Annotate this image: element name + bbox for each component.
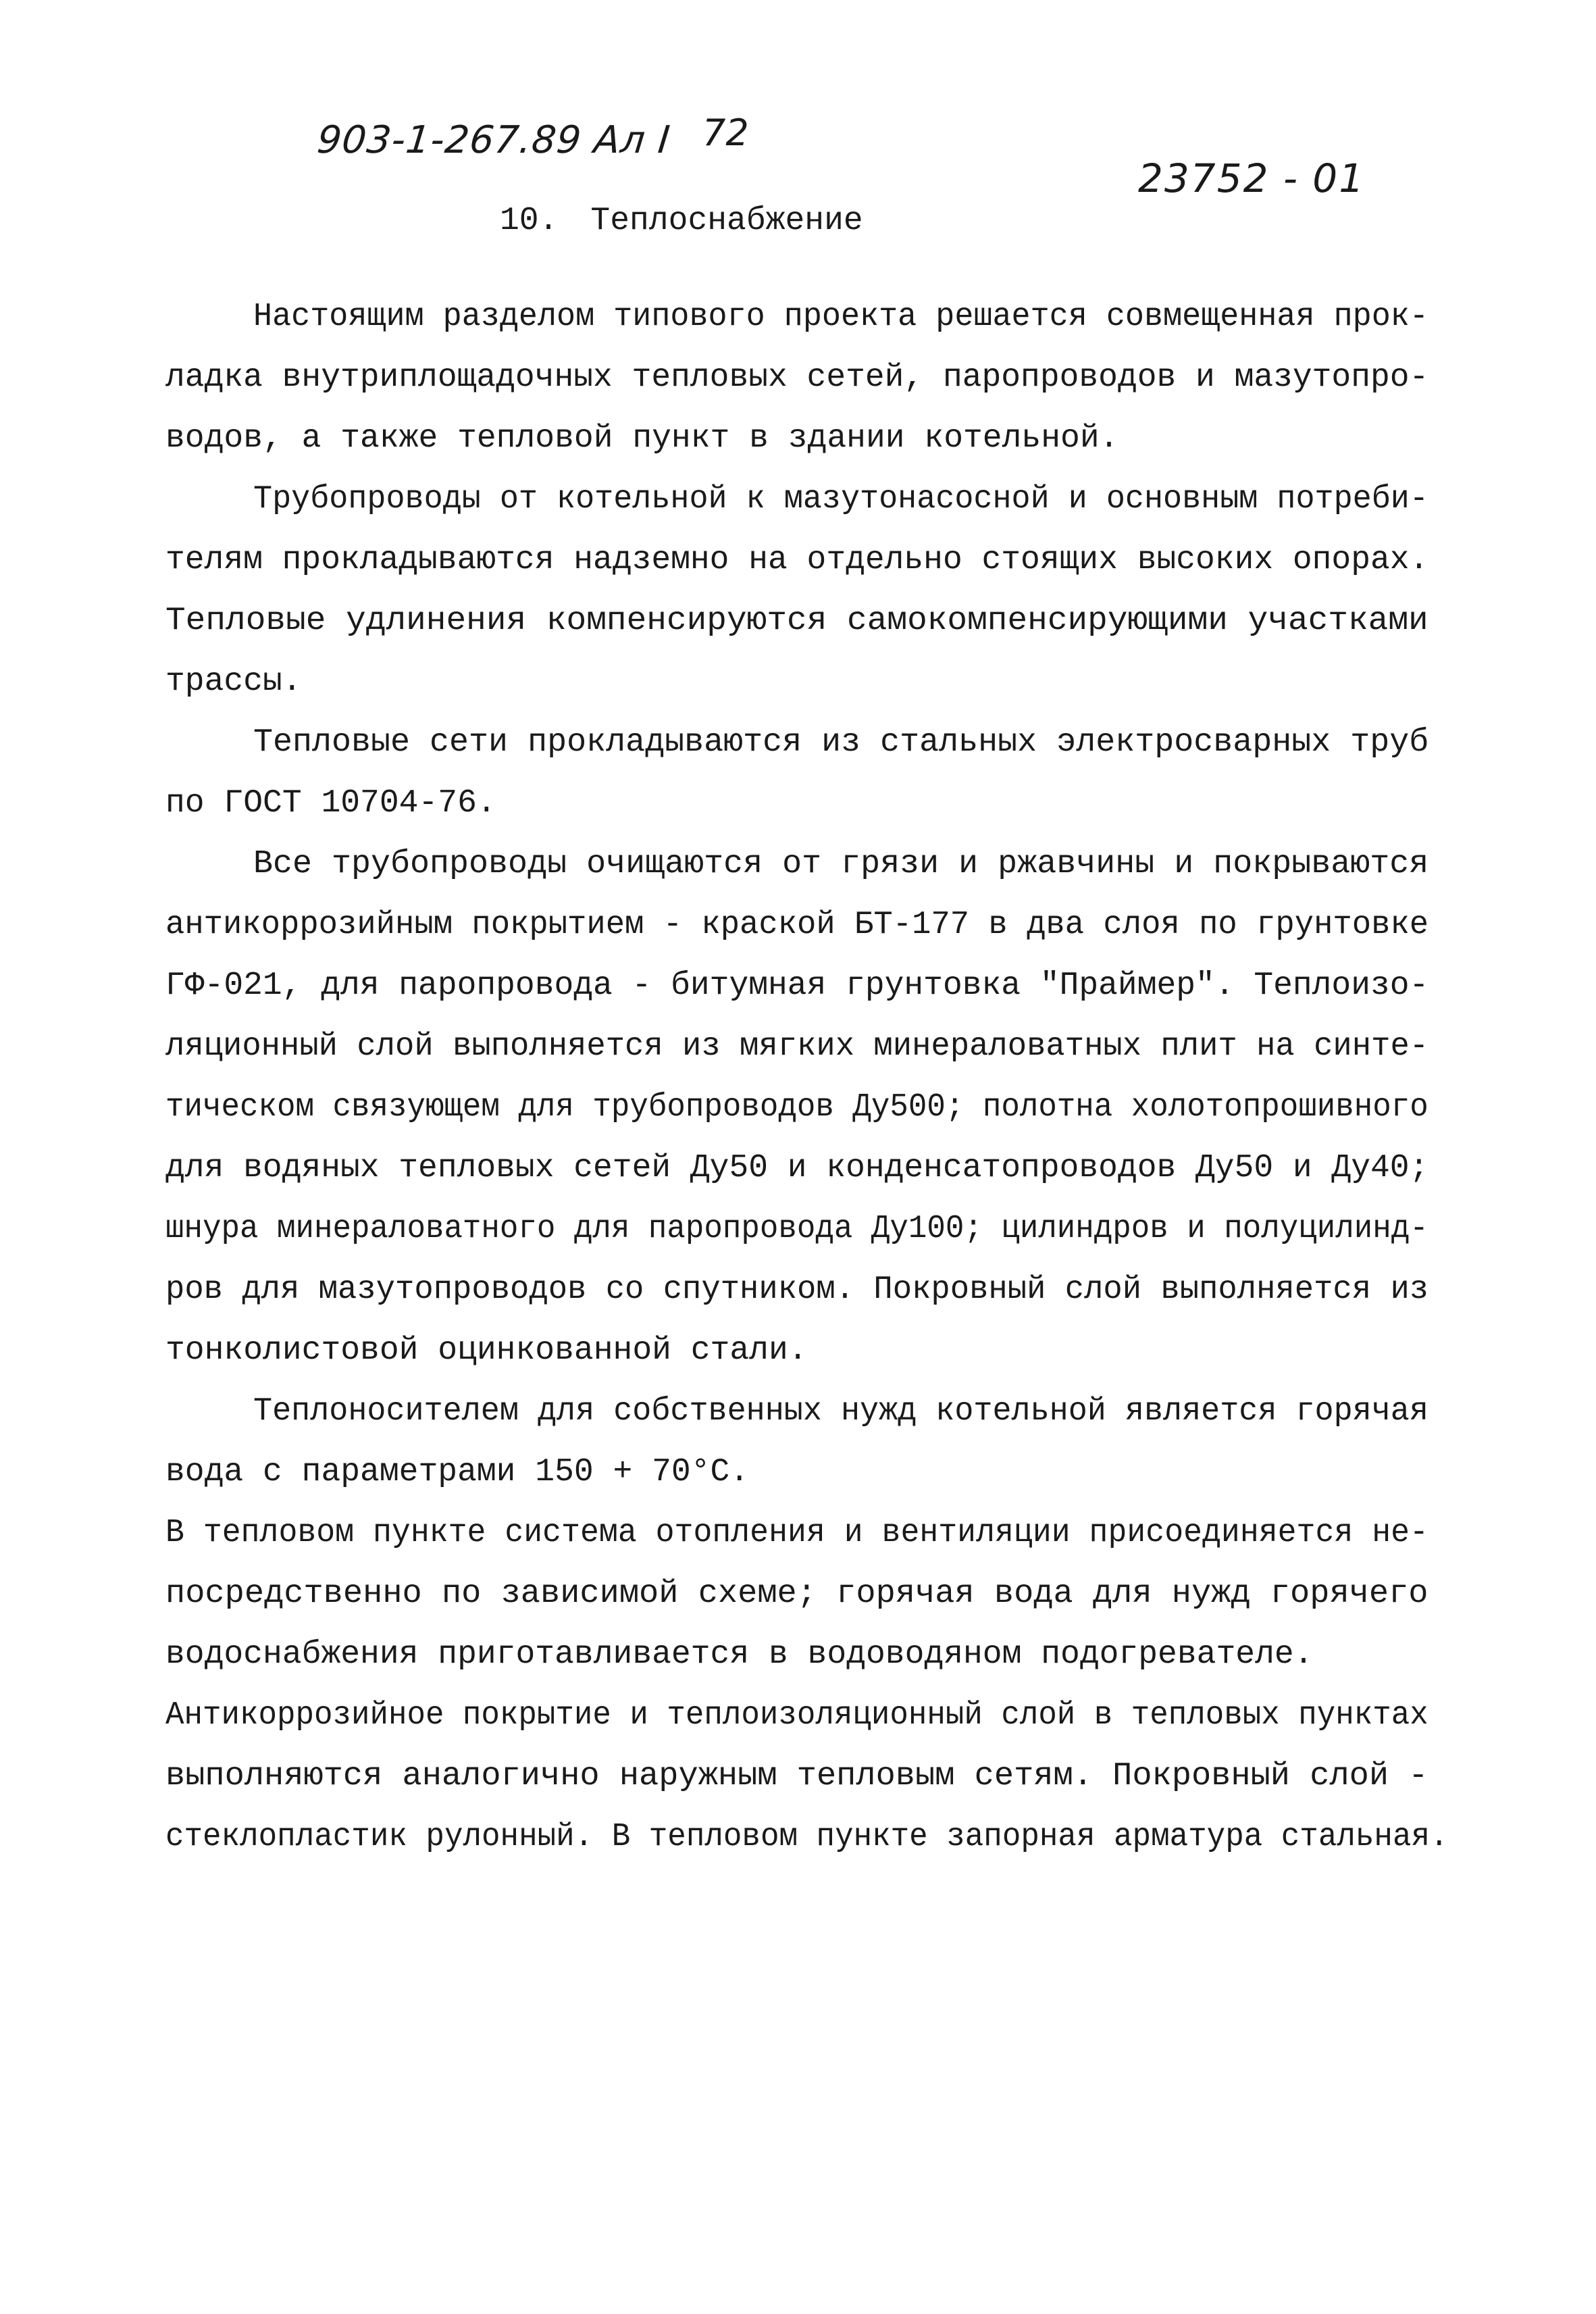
text-line: В тепловом пункте система отопления и вентиляции присоединяется не- (165, 1515, 1428, 1551)
text-line: Настоящим разделом типового проекта решается совмещенная прок- (253, 299, 1428, 335)
text-line: антикоррозийным покрытием - краской БТ-177 в два слоя по грунтовке (165, 907, 1429, 943)
text-line: стеклопластик рулонный. В тепловом пункте запорная арматура стальная. (165, 1819, 1449, 1855)
text-line: для водяных тепловых сетей Ду50 и конденсатопроводов Ду50 и Ду40; (165, 1150, 1429, 1186)
text-line: ладка внутриплощадочных тепловых сетей, паропроводов и мазутопро- (165, 359, 1429, 396)
text-line: посредственно по зависимой схеме; горячая вода для нужд горячего (165, 1576, 1428, 1612)
text-line: выполняются аналогично наружным тепловым сетям. Покровный слой - (165, 1758, 1428, 1794)
text-line: водов, а также тепловой пункт в здании котельной. (165, 420, 1119, 457)
text-line: трассы. (165, 663, 302, 700)
text-line: Все трубопроводы очищаются от грязи и ржавчины и покрываются (253, 846, 1429, 882)
text-line: ляционный слой выполняется из мягких минераловатных плит на синте- (165, 1028, 1429, 1065)
document-code: 903-1-267.89 Ал I (315, 118, 673, 162)
text-line: ГФ-021, для паропровода - битумная грунтовка "Праймер". Теплоизо- (165, 967, 1429, 1004)
text-line: шнура минераловатного для паропровода Ду100; цилиндров и полуцилинд- (165, 1211, 1428, 1247)
section-title: Теплоснабжение (590, 203, 863, 239)
text-line: телям прокладываются надземно на отдельно стоящих высоких опорах. (165, 542, 1429, 578)
page-number: 72 (702, 111, 749, 154)
text-line: водоснабжения приготавливается в водоводяном подогревателе. (165, 1636, 1314, 1673)
text-line: Трубопроводы от котельной к мазутонасосной и основным потреби- (253, 481, 1428, 518)
section-number: 10. (500, 203, 559, 239)
text-line: по ГОСТ 10704-76. (165, 785, 496, 822)
text-line: Тепловые удлинения компенсируются самокомпенсирующими участками (165, 603, 1428, 639)
text-line: тическом связующем для трубопроводов Ду500; полотна холотопрошивного (165, 1089, 1428, 1126)
inventory-number: 23752 - 01 (1138, 155, 1366, 201)
text-line: Антикоррозийное покрытие и теплоизоляционный слой в тепловых пунктах (165, 1697, 1428, 1734)
text-line: тонколистовой оцинкованной стали. (165, 1332, 808, 1369)
text-line: ров для мазутопроводов со спутником. Покровный слой выполняется из (165, 1272, 1429, 1308)
text-line: Тепловые сети прокладываются из стальных электросварных труб (253, 724, 1429, 761)
text-line: вода с параметрами 150 + 70°C. (165, 1454, 750, 1490)
text-line: Теплоносителем для собственных нужд котельной является горячая (253, 1393, 1428, 1430)
